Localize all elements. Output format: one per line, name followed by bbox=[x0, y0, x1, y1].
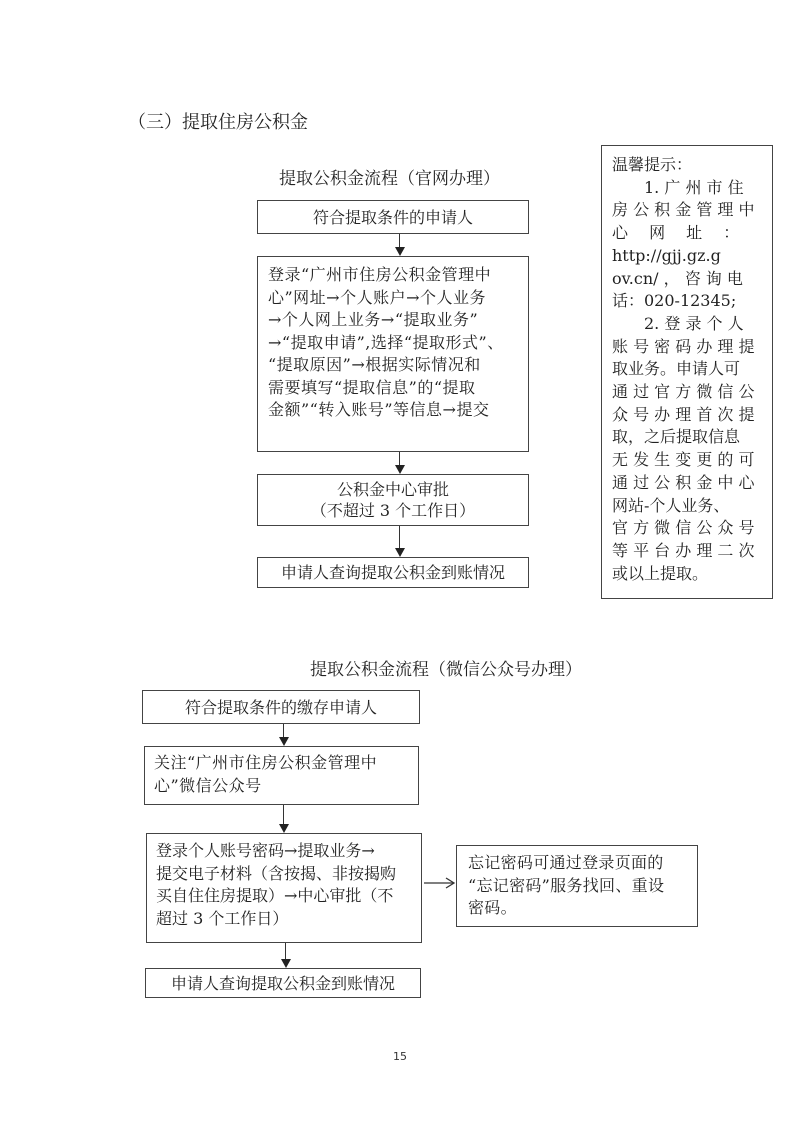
tips-line: ov.cn/ ， 咨 询 电 bbox=[612, 268, 743, 288]
flow1-step2-line: →个人网上业务→“提取业务” bbox=[268, 310, 479, 329]
flow1-title: 提取公积金流程（官网办理） bbox=[279, 169, 500, 189]
flow1-connector-1 bbox=[399, 234, 400, 248]
arrow-down-icon bbox=[281, 959, 291, 968]
tips-line: 通 过 官 方 微 信 公 bbox=[612, 382, 755, 402]
flow2-step-check-arrival bbox=[145, 968, 421, 998]
flow2-step3-line: 超过 3 个工作日） bbox=[156, 908, 289, 928]
flow1-step2-line: 需要填写“提取信息”的“提取 bbox=[268, 377, 476, 397]
flow1-step-eligible-applicant bbox=[257, 200, 529, 234]
flow2-step3-line: 登录个人账号密码→提取业务→ bbox=[156, 841, 375, 860]
tips-line: 取，之后提取信息 bbox=[612, 427, 741, 447]
flow2-step-eligible-depositor bbox=[142, 690, 420, 724]
flow2-step2-line: 关注“广州市住房公积金管理中 bbox=[154, 753, 378, 772]
tips-line: 2. 登 录 个 人 bbox=[612, 313, 744, 333]
tips-line: 心 网 址 ： bbox=[612, 223, 740, 243]
flow1-connector-3 bbox=[399, 526, 400, 549]
tips-line: 众 号 办 理 首 次 提 bbox=[612, 404, 755, 424]
forgot-password-line: 忘记密码可通过登录页面的 bbox=[468, 853, 664, 872]
arrow-down-icon bbox=[279, 824, 289, 833]
flow1-step2-line: 心”网址→个人账户→个人业务 bbox=[268, 287, 486, 307]
flow1-step2-line: 金额”“转入账号”等信息→提交 bbox=[268, 400, 490, 419]
flow2-connector-2 bbox=[283, 805, 284, 824]
arrow-down-icon bbox=[395, 465, 405, 474]
tips-line: 通 过 公 积 金 中 心 bbox=[612, 472, 755, 492]
tips-line: 或以上提取。 bbox=[612, 563, 709, 583]
flow2-title: 提取公积金流程（微信公众号办理） bbox=[310, 660, 582, 680]
flow1-step3-text: 公积金中心审批 bbox=[336, 480, 449, 499]
forgot-password-line: 密码。 bbox=[468, 898, 517, 917]
flow2-step-follow-wechat bbox=[144, 746, 419, 805]
tips-line: 网站-个人业务、 bbox=[612, 495, 730, 515]
forgot-password-line: “忘记密码”服务找回、重设 bbox=[468, 875, 665, 895]
forgot-password-note bbox=[456, 845, 698, 927]
flow2-step3-line: 买自住住房提取）→中心审批（不 bbox=[156, 886, 394, 905]
flow1-step2-line: 登录“广州市住房公积金管理中 bbox=[268, 265, 492, 284]
section-heading: （三）提取住房公积金 bbox=[128, 112, 308, 133]
flow1-step-online-login bbox=[257, 256, 529, 452]
tips-box bbox=[601, 145, 773, 599]
flow2-step2-line: 心”微信公众号 bbox=[154, 775, 262, 795]
flow2-step4-text: 申请人查询提取公积金到账情况 bbox=[170, 973, 395, 993]
arrow-down-icon bbox=[395, 247, 405, 256]
flow1-step4-text: 申请人查询提取公积金到账情况 bbox=[280, 563, 505, 582]
tips-line: 等 平 台 办 理 二 次 bbox=[612, 540, 755, 560]
tips-url-line: http://gjj.gz.g bbox=[612, 245, 721, 265]
tips-line: 官 方 微 信 公 众 号 bbox=[612, 518, 755, 538]
flow2-connector-1 bbox=[283, 724, 284, 738]
flow2-step1-text: 符合提取条件的缴存申请人 bbox=[184, 697, 377, 717]
tips-line: 取业务。申请人可 bbox=[612, 359, 741, 379]
flow1-step-center-approval bbox=[257, 474, 529, 526]
flow1-step-check-arrival bbox=[257, 557, 529, 588]
flow1-step2-line: “提取原因”→根据实际情况和 bbox=[268, 355, 481, 374]
page-number: 15 bbox=[393, 1050, 407, 1063]
tips-line: 1. 广 州 市 住 bbox=[612, 177, 744, 197]
flow2-connector-3 bbox=[285, 943, 286, 959]
arrow-down-icon bbox=[395, 548, 405, 557]
flow1-step2-line: →“提取申请”,选择“提取形式”、 bbox=[268, 332, 504, 352]
arrow-down-icon bbox=[279, 737, 289, 746]
arrow-right-icon bbox=[424, 876, 456, 890]
tips-line: 房 公 积 金 管 理 中 bbox=[612, 200, 755, 220]
flow2-step3-line: 提交电子材料（含按揭、非按揭购 bbox=[156, 863, 397, 883]
flow1-connector-2 bbox=[399, 452, 400, 466]
flow2-step-login-submit bbox=[146, 833, 422, 943]
tips-phone-line: 话：020-12345; bbox=[612, 291, 737, 311]
flow1-step3-subtext: （不超过 3 个工作日） bbox=[310, 501, 476, 520]
tips-line: 温馨提示： bbox=[612, 155, 693, 174]
tips-line: 账 号 密 码 办 理 提 bbox=[612, 336, 755, 356]
flow1-step1-text: 符合提取条件的申请人 bbox=[312, 207, 473, 227]
tips-line: 无 发 生 变 更 的 可 bbox=[612, 450, 755, 470]
